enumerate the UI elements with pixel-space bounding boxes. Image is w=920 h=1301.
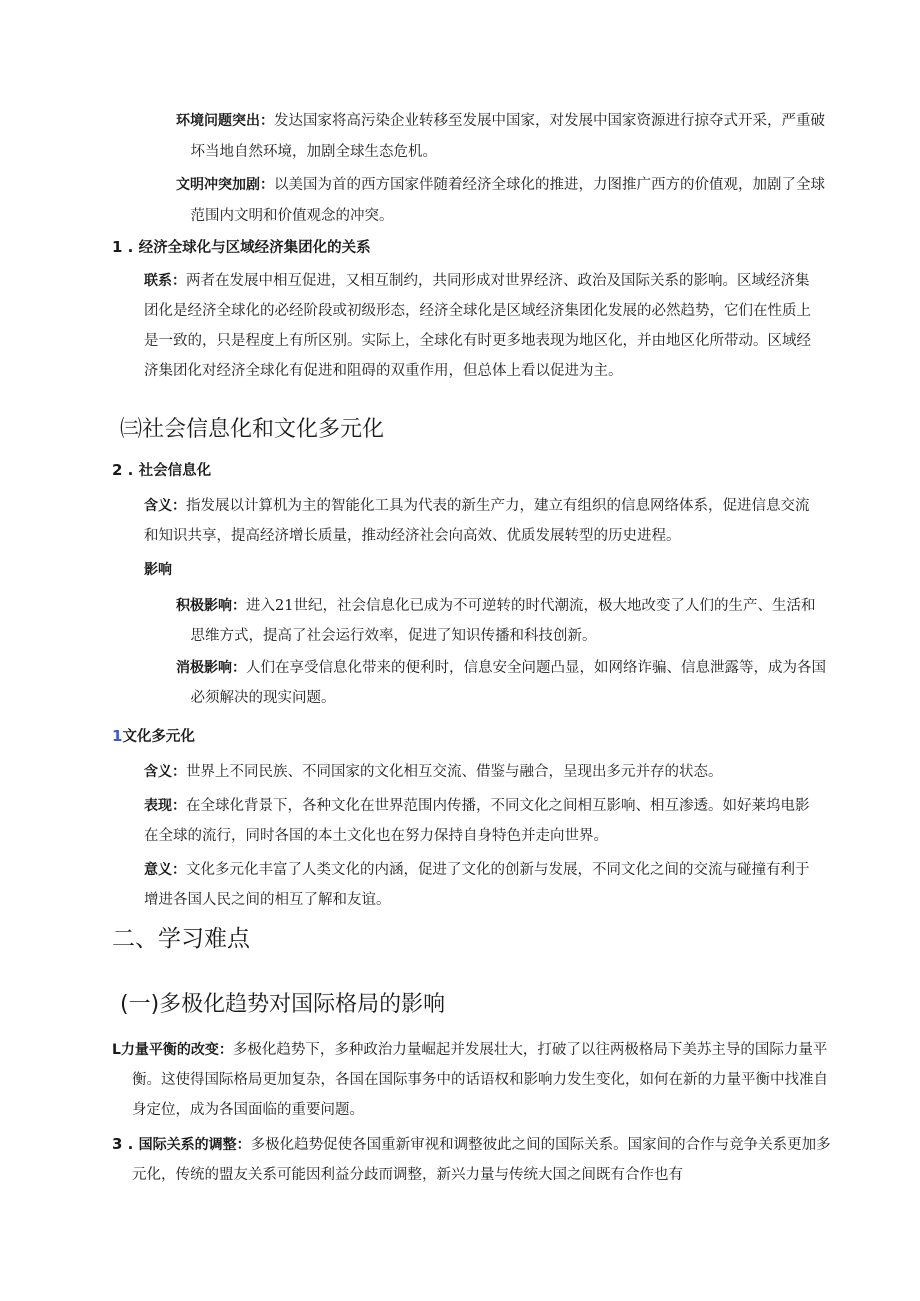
negative-impact-label: 消极影响： <box>176 660 246 676</box>
culture-meaning-paragraph <box>144 757 814 788</box>
negative-impact-text: 人们在享受信息化带来的便利时，信息安全问题凸显，如网络诈骗、信息泄露等，成为各国必须解决的现实问题。 <box>190 660 826 706</box>
power-balance-label: L力量平衡的改变： <box>112 1042 233 1058</box>
env-label: 环境问题突出： <box>176 113 274 129</box>
section-heading-relation <box>112 232 812 264</box>
section-number: 1 <box>112 238 123 256</box>
culture-meaning-text: 世界上不同民族、不同国家的文化相互交流、借鉴与融合，呈现出多元并存的状态。 <box>186 764 723 780</box>
section-heading-informatization <box>112 455 812 487</box>
info-impact-label: 影响 <box>144 562 172 578</box>
section-number: 2 <box>112 461 123 479</box>
culture-meaning-label: 含义： <box>144 764 186 780</box>
civ-label: 文明冲突加剧： <box>176 177 274 193</box>
env-paragraph <box>176 106 831 168</box>
negative-impact-paragraph <box>176 653 831 713</box>
power-balance-paragraph <box>112 1035 832 1125</box>
section-title: 经济全球化与区域经济集团化的关系 <box>138 240 371 256</box>
relation-text: 两者在发展中相互促进，又相互制约，共同形成对世界经济、政治及国际关系的影响。区域经济集团化是经济全球化的必经阶段或初级形态，经济全球化是区域经济集团化发展的必然趋势，它们在性质上是一致的，只是程度上有所区别。实际上，全球化有时更多地表现为地区化，并由地区化所带动。区域经济集团化对经济全球化有促进和阻碍的双重作用，但总体上看以促进为主。 <box>144 273 811 379</box>
positive-impact-paragraph <box>176 591 816 651</box>
culture-expression-paragraph <box>144 791 814 851</box>
power-balance-text: 多极化趋势下，多种政治力量崛起并发展壮大，打破了以往两极格局下美苏主导的国际力量平衡。这使得国际格局更加复杂，各国在国际事务中的话语权和影响力发生变化，如何在新的力量平衡中找准自身定位，成为各国面临的重要问题。 <box>132 1042 828 1118</box>
section-heading-info-culture: ㈢社会信息化和文化多元化 <box>120 417 385 442</box>
positive-impact-text: 进入21世纪，社会信息化已成为不可逆转的时代潮流，极大地改变了人们的生产、生活和思维方式，提高了社会运行效率，促进了知识传播和科技创新。 <box>190 598 816 644</box>
part-heading-difficulties: 二、学习难点 <box>112 926 250 952</box>
relations-number: 3 <box>112 1135 123 1153</box>
info-meaning-label: 含义： <box>144 498 186 514</box>
relations-label: 国际关系的调整： <box>138 1137 251 1153</box>
section-heading-multipolarity: (一)多极化趋势对国际格局的影响 <box>120 992 446 1017</box>
relation-paragraph <box>144 266 814 386</box>
env-text: 发达国家将高污染企业转移至发展中国家，对发展中国家资源进行掠夺式开采，严重破坏当地自然环境，加剧全球生态危机。 <box>190 113 825 160</box>
section-title: 文化多元化 <box>122 729 195 745</box>
relations-paragraph <box>112 1129 832 1190</box>
info-meaning-text: 指发展以计算机为主的智能化工具为代表的新生产力，建立有组织的信息网络体系，促进信息交流和知识共享，提高经济增长质量，推动经济社会向高效、优质发展转型的历史进程。 <box>144 498 810 544</box>
culture-significance-label: 意义： <box>144 862 186 878</box>
positive-impact-label: 积极影响： <box>176 598 246 614</box>
section-separator: . <box>122 461 139 479</box>
info-meaning-paragraph <box>144 491 814 551</box>
civ-text: 以美国为首的西方国家伴随着经济全球化的推进，力图推广西方的价值观，加剧了全球范围内文明和价值观念的冲突。 <box>190 177 825 224</box>
section-separator: . <box>122 238 139 256</box>
culture-expression-label: 表现： <box>144 798 186 814</box>
section-heading-culture <box>112 721 812 753</box>
section-title: 社会信息化 <box>138 463 212 479</box>
culture-significance-text: 文化多元化丰富了人类文化的内涵，促进了文化的创新与发展，不同文化之间的交流与碰撞有利于增进各国人民之间的相互了解和友谊。 <box>144 862 810 908</box>
relation-label: 联系： <box>144 273 186 289</box>
civ-paragraph <box>176 170 831 232</box>
culture-significance-paragraph <box>144 855 814 915</box>
relations-text: 多极化趋势促使各国重新审视和调整彼此之间的国际关系。国家间的合作与竞争关系更加多元化，传统的盟友关系可能因利益分歧而调整，新兴力量与传统大国之间既有合作也有 <box>132 1137 831 1183</box>
culture-expression-text: 在全球化背景下，各种文化在世界范围内传播，不同文化之间相互影响、相互渗透。如好莱坞电影在全球的流行，同时各国的本土文化也在努力保持自身特色并走向世界。 <box>144 798 810 844</box>
section-number: 1 <box>112 727 123 745</box>
relations-separator: . <box>122 1135 139 1153</box>
